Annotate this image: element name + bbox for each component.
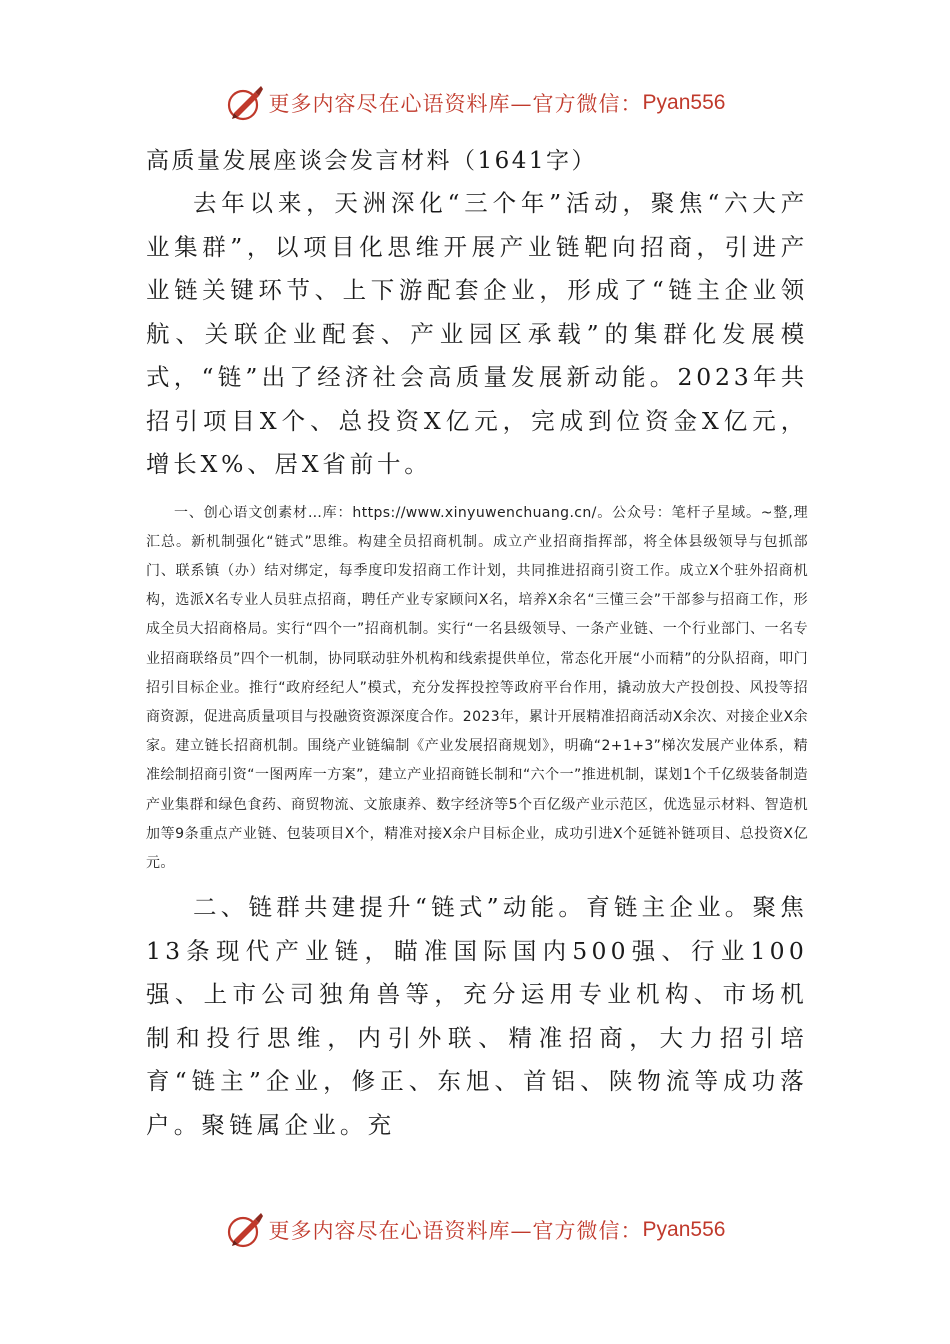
document-body	[146, 140, 808, 1147]
section-1-paragraph: 一、创心语文创素材…库：https://www.xinyuwenchuang.cn/。公众号：笔杆子星域。~整,理汇总。新机制强化“链式”思维。构建全员招商机制。成立产业招商指挥部，将全体县级领导与包抓部门、联系镇（办）结对绑定，每季度印发招商工作计划，共同推进招商引资工作。成立X个驻外招商机构，选派X名专业人员驻点招商，聘任产业专家顾问X名，培养X余名“三懂三会”干部参与招商工作，形成全员大招商格局。实行“四个一”招商机制。实行“一名县级领导、一条产业链、一个行业部门、一名专业招商联络员”四个一机制，协同联动驻外机构和线索提供单位，常态化开展“小而精”的分队招商，叩门招引目标企业。推行“政府经纪人”模式，充分发挥投控等政府平台作用，撬动放大产投创投、风投等招商资源，促进高质量项目与投融资资源深度合作。2023年，累计开展精准招商活动X余次、对接企业X余家。建立链长招商机制。围绕产业链编制《产业发展招商规划》，明确“2+1+3”梯次发展产业体系，精准绘制招商引资“一图两库一方案”，建立产业招商链长制和“六个一”推进机制，谋划1个千亿级装备制造产业集群和绿色食药、商贸物流、文旅康养、数字经济等5个百亿级产业示范区，优选显示材料、智造机加等9条重点产业链、包装项目X个，精准对接X余户目标企业，成功引进X个延链补链项目、总投资X亿元。	[146, 504, 809, 871]
section-2-paragraph: 二、链群共建提升“链式”动能。育链主企业。聚焦13条现代产业链，瞄准国际国内500强、行业100强、上市公司独角兽等，充分运用专业机构、市场机制和投行思维，内引外联、精准招商，大力招引培育“链主”企业，修正、东旭、首铝、陕物流等成功落户。聚链属企业。充	[146, 893, 808, 1139]
pen-logo-icon	[225, 83, 265, 123]
watermark-text: 更多内容尽在心语资料库—官方微信：	[268, 1219, 643, 1243]
watermark-handle: Pyan556	[642, 1218, 726, 1241]
pen-logo-icon	[225, 1210, 265, 1250]
watermark-banner-top	[0, 78, 950, 128]
document-title: 高质量发展座谈会发言材料（1641字）	[146, 148, 598, 174]
watermark-banner-bottom	[0, 1205, 950, 1255]
watermark-handle: Pyan556	[642, 91, 726, 114]
intro-paragraph: 去年以来，天洲深化“三个年”活动，聚焦“六大产业集群”，以项目化思维开展产业链靶向招商，引进产业链关键环节、上下游配套企业，形成了“链主企业领航、关联企业配套、产业园区承载”的集群化发展模式，“链”出了经济社会高质量发展新动能。2023年共招引项目X个、总投资X亿元，完成到位资金X亿元，增长X%、居X省前十。	[146, 189, 808, 478]
watermark-text: 更多内容尽在心语资料库—官方微信：	[268, 92, 643, 116]
